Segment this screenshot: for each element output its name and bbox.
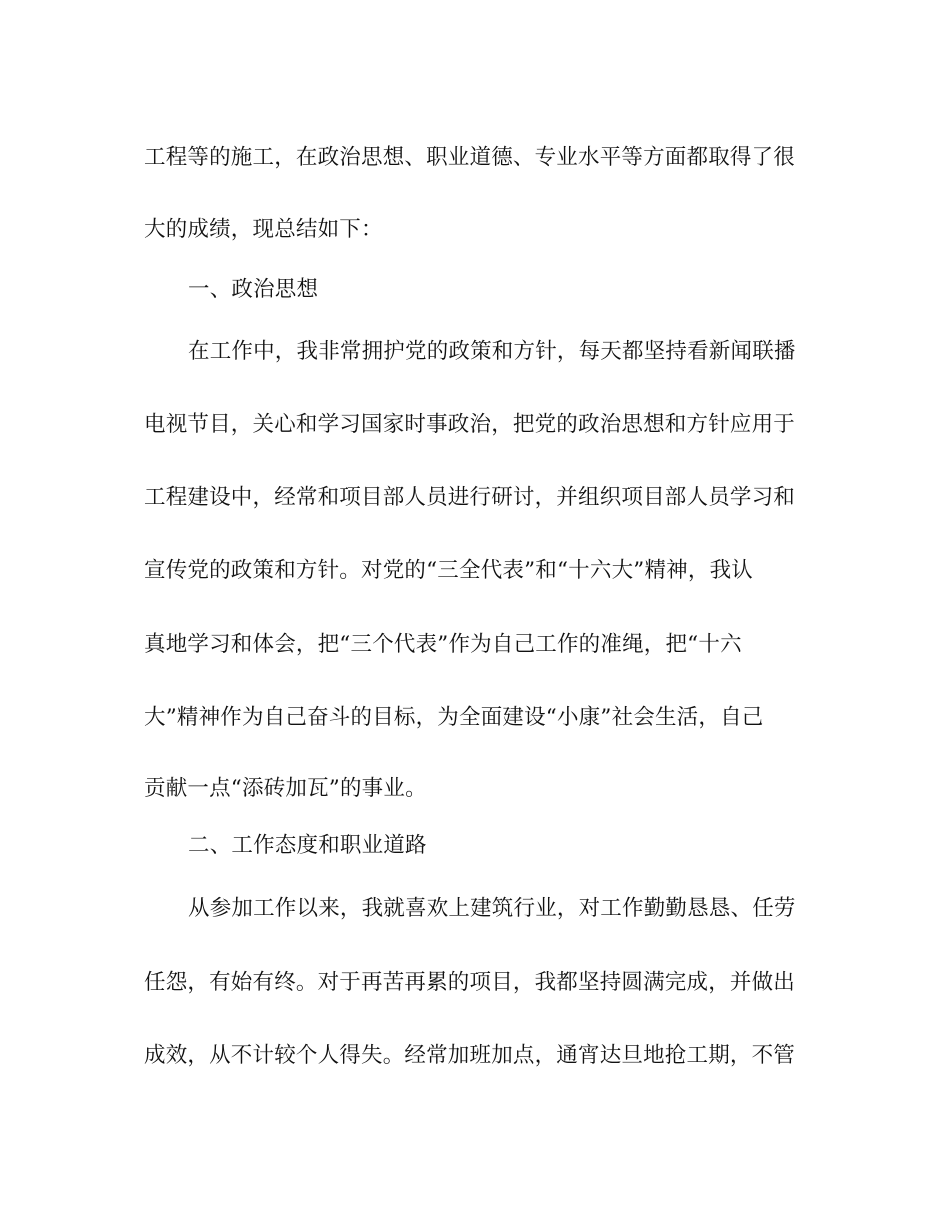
paragraph-line-10: 贡献一点“添砖加瓦”的事业。 bbox=[144, 776, 427, 801]
section-heading-political: 一、政治思想 bbox=[188, 277, 319, 302]
paragraph-line-6: 工程建设中，经常和项目部人员进行研讨，并组织项目部人员学习和 bbox=[144, 485, 796, 510]
paragraph-line-1: 工程等的施工，在政治思想、职业道德、专业水平等方面都取得了很 bbox=[144, 145, 796, 170]
paragraph-line-2: 大的成绩，现总结如下： bbox=[144, 217, 383, 242]
paragraph-line-14: 成效，从不计较个人得失。经常加班加点，通宵达旦地抢工期，不管 bbox=[144, 1043, 796, 1068]
paragraph-line-7: 宣传党的政策和方针。对党的“三全代表”和“十六大”精神，我认 bbox=[144, 558, 753, 583]
paragraph-line-12: 从参加工作以来，我就喜欢上建筑行业，对工作勤勤恳恳、任劳 bbox=[188, 896, 796, 921]
paragraph-line-8: 真地学习和体会，把“三个代表”作为自己工作的准绳，把“十六 bbox=[144, 632, 742, 657]
paragraph-line-4: 在工作中，我非常拥护党的政策和方针，每天都坚持看新闻联播 bbox=[188, 339, 796, 364]
section-heading-work-attitude: 二、工作态度和职业道路 bbox=[188, 833, 427, 858]
paragraph-line-9: 大”精神作为自己奋斗的目标，为全面建设“小康”社会生活，自己 bbox=[144, 705, 764, 730]
paragraph-line-5: 电视节目，关心和学习国家时事政治，把党的政治思想和方针应用于 bbox=[144, 412, 796, 437]
paragraph-line-13: 任怨，有始有终。对于再苦再累的项目，我都坚持圆满完成，并做出 bbox=[144, 970, 796, 995]
